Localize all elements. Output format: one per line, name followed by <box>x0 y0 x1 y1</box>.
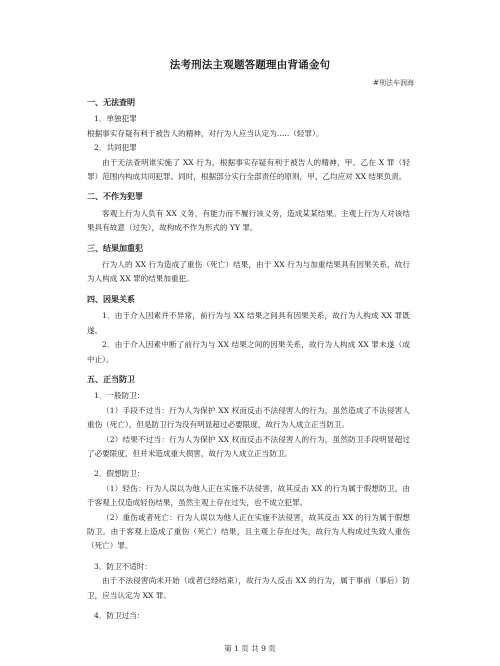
document-body <box>87 96 410 623</box>
paragraph: 2．由于介入因素中断了前行为与 XX 结果之间的因果关系，故行为人构成 XX 罪未遂（或中止）。 <box>87 340 410 364</box>
paragraph: （2）结果不过当：行为人为保护 XX 权而反击不法侵害人的行为，虽然防卫手段明显超过了必要限度，但并未造成重大损害，故行为人成立正当防卫。 <box>87 434 410 458</box>
paragraph: 根据事实存疑有利于被告人的精神，对行为人应当认定为…..（轻罪）。 <box>87 128 324 138</box>
subheading: 1．一般防卫： <box>94 391 145 401</box>
subheading: 4．防卫过当： <box>94 611 145 620</box>
section-heading-1: 一、无法查明 <box>87 98 135 107</box>
paragraph: （1）轻伤：行为人误以为他人正在实施不法侵害，故其反击 XX 的行为属于假想防卫。由于客观上仅造成轻伤结果，虽然主观上存在过失，也不成立犯罪。 <box>87 483 410 508</box>
paragraph: （1）手段不过当：行为人为保护 XX 权而反击不法侵害人的行为，虽然造成了不法侵害人重伤（死亡），但是防卫行为没有明显超过必要限度，故行为人成立正当防卫。 <box>87 405 410 430</box>
paragraph: （2）重伤或者死亡：行为人误以为他人正在实施不法侵害，故其反击 XX 的行为属于假想防卫。由于客观上造成了重伤（死亡）结果，且主观上存在过失，故行为人构成过失致人重伤（死亡）罪。 <box>87 512 410 551</box>
subheading: 2．假想防卫： <box>94 469 145 479</box>
page-footer: 第 1 页 共 9 页 <box>224 644 276 653</box>
section-heading-4: 四、因果关系 <box>87 294 135 304</box>
subheading: 2．共同犯罪 <box>94 143 137 153</box>
document-title: 法考刑法主观题答题理由背诵金句 <box>169 59 331 71</box>
paragraph: 客观上行为人负有 XX 义务，有能力而不履行该义务，造成某某结果。主观上行为人对该结果具有故意（过失），故构成不作为形式的 YY 罪。 <box>87 208 410 233</box>
paragraph: 1．由于介入因素并不异常，前行为与 XX 结果之间具有因果关系，故行为人构成 XX 罪既遂。 <box>87 311 410 335</box>
section-heading-3: 三、结果加重犯 <box>87 243 143 253</box>
paragraph: 由于不法侵害尚未开始（或者已经结束），故行为人反击 XX 的行为，属于事前（事后）防卫，应当认定为 XX 罪。 <box>87 576 410 600</box>
subheading: 1．单独犯罪 <box>94 114 137 124</box>
subheading: 3．防卫不适时： <box>94 561 152 571</box>
paragraph: 行为人的 XX 行为造成了重伤（死亡）结果，由于 XX 行为与加重结果具有因果关系，故行为人构成 XX 罪的结果加重犯。 <box>87 260 410 284</box>
section-heading-2: 二、不作为犯罪 <box>87 192 143 202</box>
section-heading-5: 五、正当防卫 <box>87 374 135 384</box>
paragraph: 由于无法查明谁实施了 XX 行为，根据事实存疑有利于被告人的精神，甲、乙在 X 罪（轻罪）范围内构成共同犯罪。同时，根据部分实行全部责任的原则，甲、乙均应对 XX 结果负责。 <box>87 157 410 182</box>
author-tag: #刑法车润海 <box>373 79 414 87</box>
